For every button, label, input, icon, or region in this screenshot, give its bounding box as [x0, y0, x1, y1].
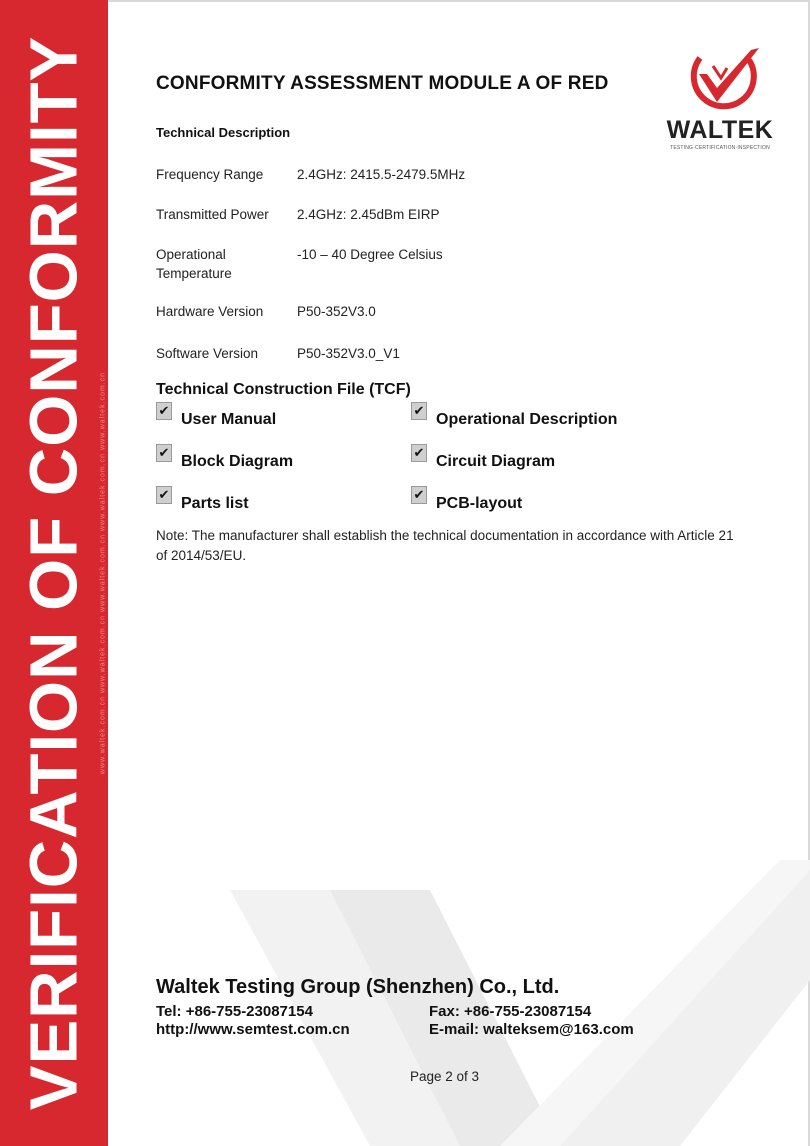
contact-website-link[interactable]: http://www.semtest.com.cn [156, 1021, 350, 1038]
tcf-item-label: Block Diagram [181, 453, 294, 470]
company-logo [655, 44, 785, 156]
spec-value-temperature: -10 – 40 Degree Celsius [297, 247, 443, 262]
tcf-item-label: PCB-layout [436, 495, 523, 512]
tcf-item-label: Parts list [181, 495, 249, 512]
checkbox-checked-icon: ✔ [156, 486, 172, 504]
sidebar-banner [0, 0, 108, 1146]
contact-fax: Fax: +86-755-23087154 [429, 1003, 592, 1020]
checkbox-checked-icon: ✔ [411, 486, 427, 504]
spec-label-hardware: Hardware Version [156, 304, 264, 319]
tcf-item-label: User Manual [181, 411, 277, 428]
page-border-top [0, 0, 810, 2]
tcf-item-label: Operational Description [436, 411, 618, 428]
spec-label-temperature: Operational Temperature [156, 247, 232, 281]
tcf-heading: Technical Construction File (TCF) [156, 381, 411, 398]
watermark-strip [98, 0, 108, 1146]
contact-email-link[interactable]: E-mail: walteksem@163.com [429, 1021, 634, 1038]
spec-value-power: 2.4GHz: 2.45dBm EIRP [297, 207, 440, 222]
checkbox-checked-icon: ✔ [156, 402, 172, 420]
company-name: Waltek Testing Group (Shenzhen) Co., Ltd. [156, 976, 560, 998]
contact-tel: Tel: +86-755-23087154 [156, 1003, 313, 1020]
checkbox-checked-icon: ✔ [156, 444, 172, 462]
spec-label-power: Transmitted Power [156, 207, 269, 222]
checkbox-checked-icon: ✔ [411, 444, 427, 462]
page-number: Page 2 of 3 [410, 1069, 480, 1084]
watermark-text: www.waltek.com.cn www.waltek.com.cn www.waltek.com.cn www.waltek.com.cn www.waltek.com.cn [99, 371, 107, 775]
technical-description-heading: Technical Description [156, 125, 291, 140]
document-title: CONFORMITY ASSESSMENT MODULE A OF RED [156, 73, 609, 94]
spec-label-frequency: Frequency Range [156, 167, 264, 182]
spec-label-software: Software Version [156, 346, 259, 361]
spec-value-hardware: P50-352V3.0 [297, 304, 376, 319]
tcf-item-label: Circuit Diagram [436, 453, 556, 470]
logo-tagline: TESTING·CERTIFICATION·INSPECTION [670, 145, 770, 151]
spec-value-software: P50-352V3.0_V1 [297, 346, 400, 361]
manufacturer-note: Note: The manufacturer shall establish the technical documentation in accordance with Article 21 of 2014/53/EU. [156, 528, 734, 563]
spec-value-frequency: 2.4GHz: 2415.5-2479.5MHz [297, 167, 466, 182]
checkbox-checked-icon: ✔ [411, 402, 427, 420]
sidebar-title: VERIFICATION OF CONFORMITY [16, 35, 92, 1111]
logo-wordmark: WALTEK [666, 116, 774, 144]
logo-check-icon [655, 44, 785, 116]
